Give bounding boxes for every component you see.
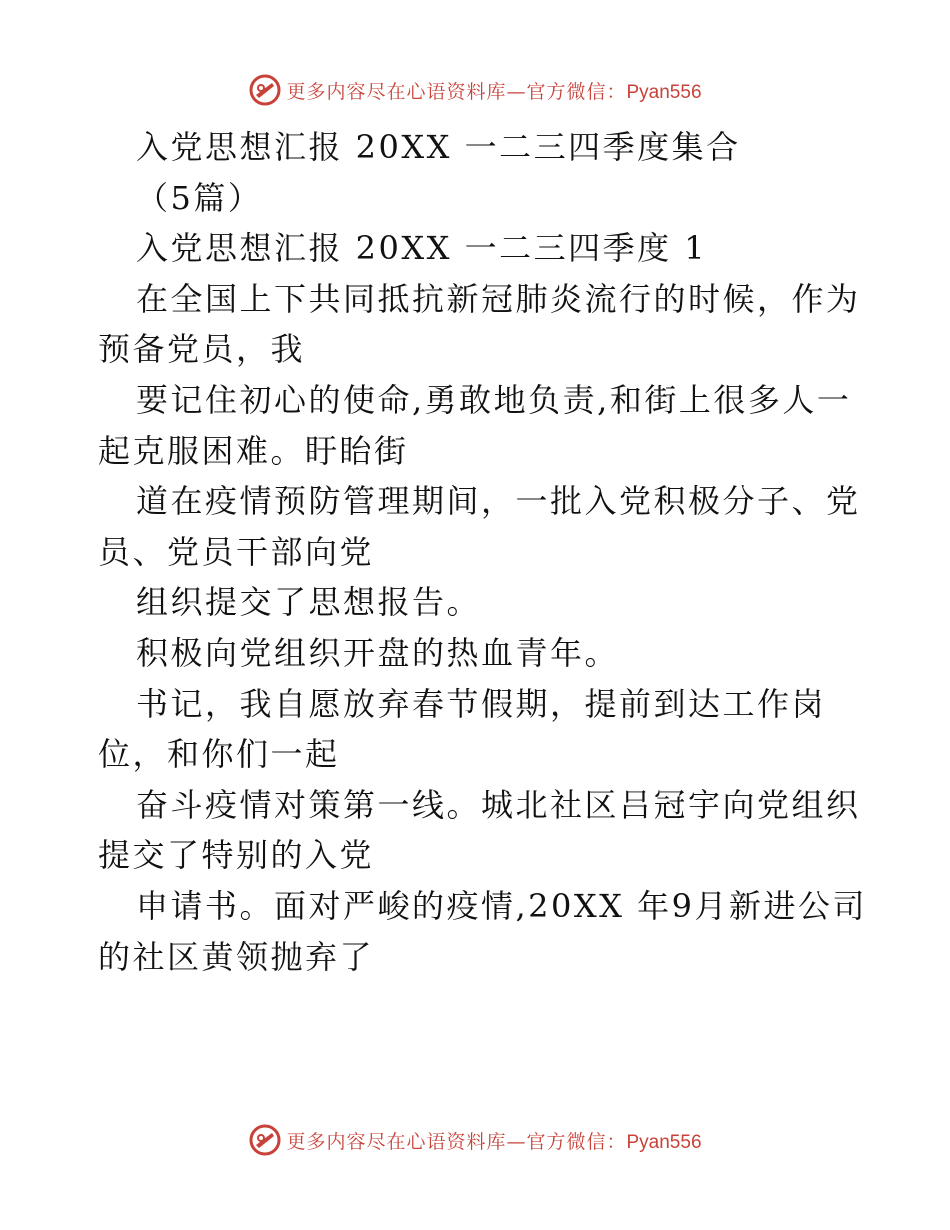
text-line: 奋斗疫情对策第一线。城北社区吕冠宇向党组织 xyxy=(136,785,861,824)
text-line: 书记，我自愿放弃春节假期，提前到达工作岗 xyxy=(136,684,827,723)
text-line: 预备党员，我 xyxy=(98,330,306,369)
text-line: 申请书。面对严峻的疫情,20XX 年9月新进公司 xyxy=(136,886,867,925)
text-line: （5篇） xyxy=(136,178,263,217)
brand-logo-icon xyxy=(248,1123,282,1157)
watermark-wechat-id: Pyan556 xyxy=(626,81,702,103)
text-line: 入党思想汇报 20XX 一二三四季度 1 xyxy=(136,229,708,268)
text-line: 位，和你们一起 xyxy=(98,735,340,774)
header-watermark xyxy=(0,70,950,110)
text-line: 要记住初心的使命,勇敢地负责,和街上很多人一 xyxy=(136,380,852,419)
text-line: 道在疫情预防管理期间，一批入党积极分子、党 xyxy=(136,482,861,521)
watermark-prefix: 更多内容尽在心语资料库—官方微信： xyxy=(286,80,627,103)
brand-logo-icon xyxy=(248,73,282,107)
watermark-prefix: 更多内容尽在心语资料库—官方微信： xyxy=(286,1130,627,1153)
text-line: 在全国上下共同抵抗新冠肺炎流行的时候，作为 xyxy=(136,279,861,318)
text-line: 积极向党组织开盘的热血青年。 xyxy=(136,633,620,672)
footer-watermark xyxy=(0,1120,950,1160)
document-body xyxy=(98,122,867,982)
text-line: 提交了特别的入党 xyxy=(98,836,375,875)
text-line: 入党思想汇报 20XX 一二三四季度集合 xyxy=(136,128,741,166)
watermark-wechat-id: Pyan556 xyxy=(626,1131,702,1153)
text-line: 的社区黄领抛弃了 xyxy=(98,937,375,976)
text-line: 起克服困难。盱眙街 xyxy=(98,431,409,470)
watermark-text xyxy=(286,1127,701,1154)
text-line: 组织提交了思想报告。 xyxy=(136,583,482,622)
watermark-text xyxy=(286,77,701,104)
text-line: 员、党员干部向党 xyxy=(98,532,375,571)
